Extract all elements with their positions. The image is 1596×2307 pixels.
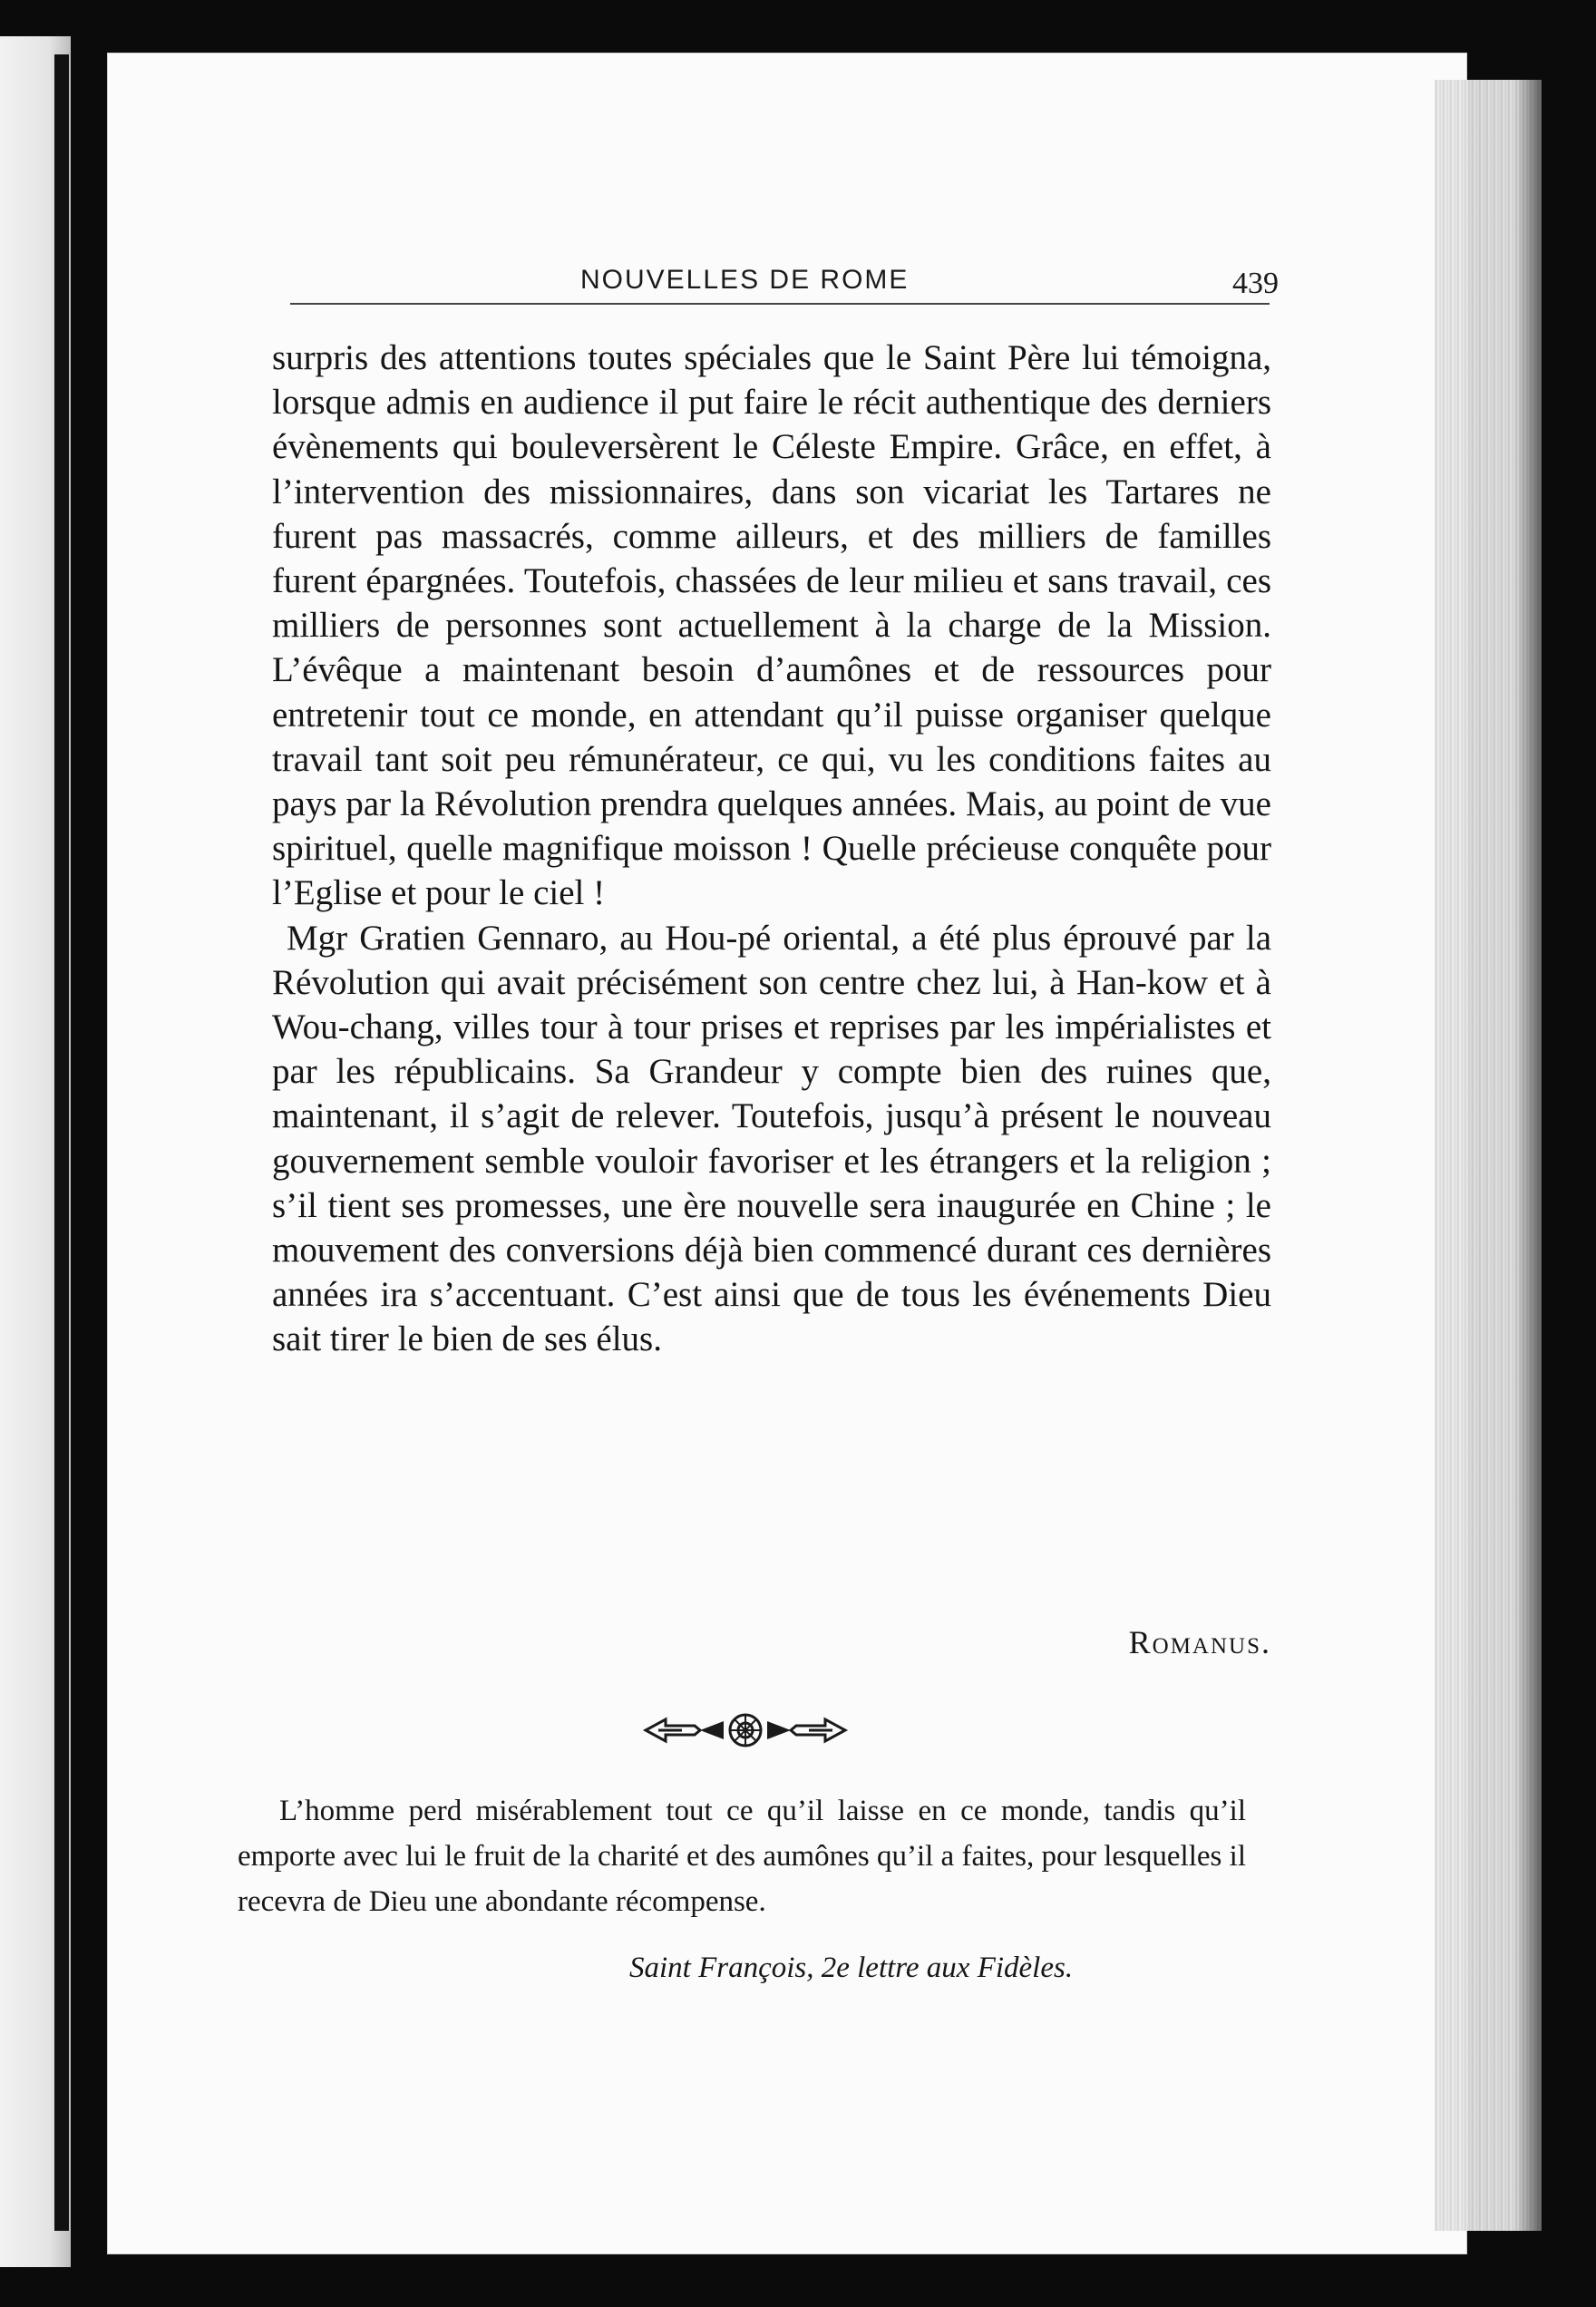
book-gutter — [54, 54, 69, 2231]
quote-text: L’homme perd misérablement tout ce qu’il laisse en ce monde, tandis qu’il emporte avec lui le fruit de la charité et des aumônes qu’il a faites, pour lesquelles il recevra de Dieu une abondante récompense. — [238, 1795, 1246, 1918]
page-number: 439 — [1232, 267, 1279, 300]
closing-quote — [238, 1788, 1246, 1924]
body-paragraph: surpris des attentions toutes spéciales que le Saint Père lui témoigna, lorsque admis en audience il put faire le récit authentique des derniers évènements qui bouleversèrent le Céleste Empire. Grâce, en effet, à l’intervention des missionnaires, dans son vicariat les Tartares ne furent pas massacrés, comme ailleurs, et des milliers de familles furent épargnées. Toutefois, chassées de leur milieu et sans travail, ces milliers de personnes sont actuellement à la charge de la Mission. L’évêque a maintenant besoin d’aumônes et de ressources pour entretenir tout ce monde, en attendant qu’il puisse organiser quelque travail tant soit peu rémunérateur, ce qui, vu les conditions faites au pays par la Révolution prendra quelques années. Mais, au point de vue spirituel, quelle magnifique moisson ! Quelle précieuse conquête pour l’Eglise et pour le ciel ! — [272, 338, 1271, 913]
fleuron-ornament-icon — [640, 1703, 851, 1757]
running-title: NOUVELLES DE ROME — [580, 265, 910, 295]
body-paragraph: Mgr Gratien Gennaro, au Hou-pé oriental, a été plus éprouvé par la Révolution qui avait précisément son centre chez lui, à Han-kow et à Wou-chang, villes tour à tour prises et reprises par les impérialistes et par les républicains. Sa Grandeur y compte bien des ruines que, maintenant, il s’agit de relever. Toutefois, jusqu’à présent le nouveau gouvernement semble vouloir favoriser et les étrangers et la religion ; s’il tient ses promesses, une ère nouvelle sera inaugurée en Chine ; le mouvement des conversions déjà bien commencé durant ces dernières années ira s’accentuant. C’est ainsi que de tous les événements Dieu sait tirer le bien de ses élus. — [272, 918, 1271, 1359]
author-signature — [1129, 1623, 1271, 1661]
header-rule — [290, 303, 1270, 305]
page-stack-edge — [1435, 80, 1542, 2231]
running-header — [290, 265, 1279, 308]
article-body — [272, 336, 1271, 1362]
quote-attribution: Saint François, 2e lettre aux Fidèles. — [629, 1952, 1074, 1984]
signature-text: Romanus. — [1128, 1624, 1271, 1660]
